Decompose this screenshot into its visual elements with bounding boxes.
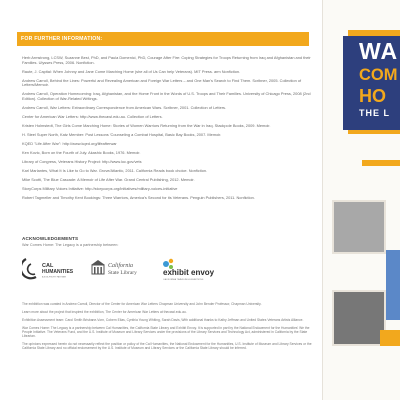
cal-logo-line3: A NON-PROFIT PARTNER <box>42 276 67 279</box>
cover-blue-tab <box>386 250 400 320</box>
cover-photo-top <box>332 200 386 254</box>
credit-paragraph: The opinions expressed herein do not necessarily reflect the position or policy of the Cal Humanities, the National Endowment for the Humanities, U.S. Institute of Museum and Library Services or the California State Library and no official endorsement by the U.S. Institute of Museum and Library Services or the California State Library should be inferred. <box>22 342 312 350</box>
cal-logo-line1: CAL <box>42 263 54 269</box>
reference-item: Andrew Carroll, Behind the Lines: Powerful and Revealing American and Foreign War Letters – and One Man's Search to Find Them. Scribner, 2005. Collection of Letters/Memoir. <box>22 77 302 88</box>
csl-logo-line1: California <box>108 263 134 269</box>
page-divider <box>322 0 323 400</box>
csl-logo-line2: State Library <box>108 270 137 276</box>
reference-item: Andrew Carroll, War Letters: Extraordinary Correspondence from American Wars. Scribner, 2001. Collection of Letters. <box>22 104 227 110</box>
cal-humanities-logo <box>22 255 77 283</box>
ee-logo-line2: CALIFORNIA TRAVELING EXHIBITIONS <box>163 279 204 281</box>
reference-list <box>22 56 314 205</box>
partner-logos <box>22 255 312 283</box>
credits-section <box>22 302 314 354</box>
reference-item: Ken Kovic, Born on the Fourth of July. Akashic Books, 1976. Memoir. <box>22 149 141 155</box>
ee-logo-line1: exhibit envoy <box>163 268 215 277</box>
reference-item: Kristen Holmstedt, The Girls Come Marching Home: Stories of Women Warriors Returning from the War in Iraq. Stackpole Books, 2009. Memoir. <box>22 122 271 128</box>
reference-item: StoryCorps Military Voices Initiative: http://storycorps.org/initiatives/military-voices-initiative <box>22 185 178 191</box>
credit-paragraph: Exhibition Assessment team: Carol Smith Brisbane-Vorn, Cobern Elias, Cynthia Young Whiting, Sarah Davis, With additional thanks to Kathy Jeffman and United States Veterans Artists Alliance. <box>22 318 304 322</box>
reference-item: KQED "Life After War": http://www.kqed.org/lifeafterwar <box>22 140 117 146</box>
reference-item: Library of Congress, Veterans History Project: http://www.loc.gov/vets <box>22 158 142 164</box>
cover-photo-bottom <box>332 290 386 346</box>
cover-gold-stripe <box>362 160 400 166</box>
reference-item: Mike Scotti, The Blue Cascade: A Memoir of Life After War. Grand Central Publishing, 2012. Memoir. <box>22 176 195 182</box>
cal-logo-line2: HUMANITIES <box>42 269 74 275</box>
cover-gold-tab <box>380 330 400 346</box>
reference-item: Andrew Carroll, Operation Homecoming: Iraq, Afghanistan, and the Home Front in the Words of U.S. Troops and Their Families. University of Chicago Press, 2008 (2nd Edition). Collection of War-Related Writings. <box>22 91 311 101</box>
acknowledgements-title: ACKNOWLEDGEMENTS <box>22 236 79 241</box>
reference-item: Herb Armstrong, LCSW, Suzanne Best, PhD, and Paula Domenici, PhD, Courage After Fire: Coping Strategies for Troops Returning from Iraq and Afghanistan and their Families. Ulysses Press, 2006. Nonfiction. <box>22 55 311 65</box>
reference-item: Raute, J. Capital: When Johnny and Jane Come Marching Home (she all of Us Can help Veterans). MIT Press. arm Nonfiction. <box>22 68 241 74</box>
cover-subtitle: THE L <box>359 108 390 118</box>
acknowledgements-subtitle: War Comes Home: The Legacy is a partnership between: <box>22 243 119 247</box>
credit-paragraph: War Comes Home: The Legacy is a partnership between Cal Humanities, the California State Library and Exhibit Envoy. It is supported in part by the National Endowment for the Humanities' We the People Initiative. The Veterans Fund, and the U.S. Institute of Museum and Library Services under the provisions of the Library Services and Technology Act, administered in California by the State Librarian. <box>22 326 310 338</box>
cover-title-line3: HO <box>359 86 386 106</box>
credit-paragraph: The exhibition was curated in Andrew Carroll, Director of the Center for American War Letters Chapman University and John Bender Professor, Chapman University. <box>22 302 262 306</box>
exhibit-envoy-logo <box>160 255 232 283</box>
credit-paragraph: Learn more about the project that inspired the exhibition, The Center for American War Letters at thecawl.edu.au. <box>22 310 187 314</box>
reference-item: Karl Marlantes, What It Is Like to Go to War. Grove/Atlantic, 2011. California Reads book choice. Nonfiction. <box>22 167 208 173</box>
reference-item: Robert Tagmeller and Timothy Kent Bookings: Three Warriors, America's Second for its Veterans. Penguin Publishers, 2011. Nonfiction. <box>22 194 255 200</box>
cover-title-line2: COM <box>359 66 398 84</box>
further-info-title: FOR FURTHER INFORMATION: <box>21 36 103 42</box>
reference-item: H. Steel Super North, Katz Member: Post Lessons 'Counseling a Combat Hospital, Basic Bay Books, 2007. Memoir. <box>22 131 222 137</box>
cover-title-line1: WA <box>359 38 399 64</box>
state-library-logo <box>88 255 146 283</box>
reference-item: Center for American War Letters: http://www.thecawl.edu.au. Collection of Letters. <box>22 113 163 119</box>
further-info-header <box>17 32 309 46</box>
